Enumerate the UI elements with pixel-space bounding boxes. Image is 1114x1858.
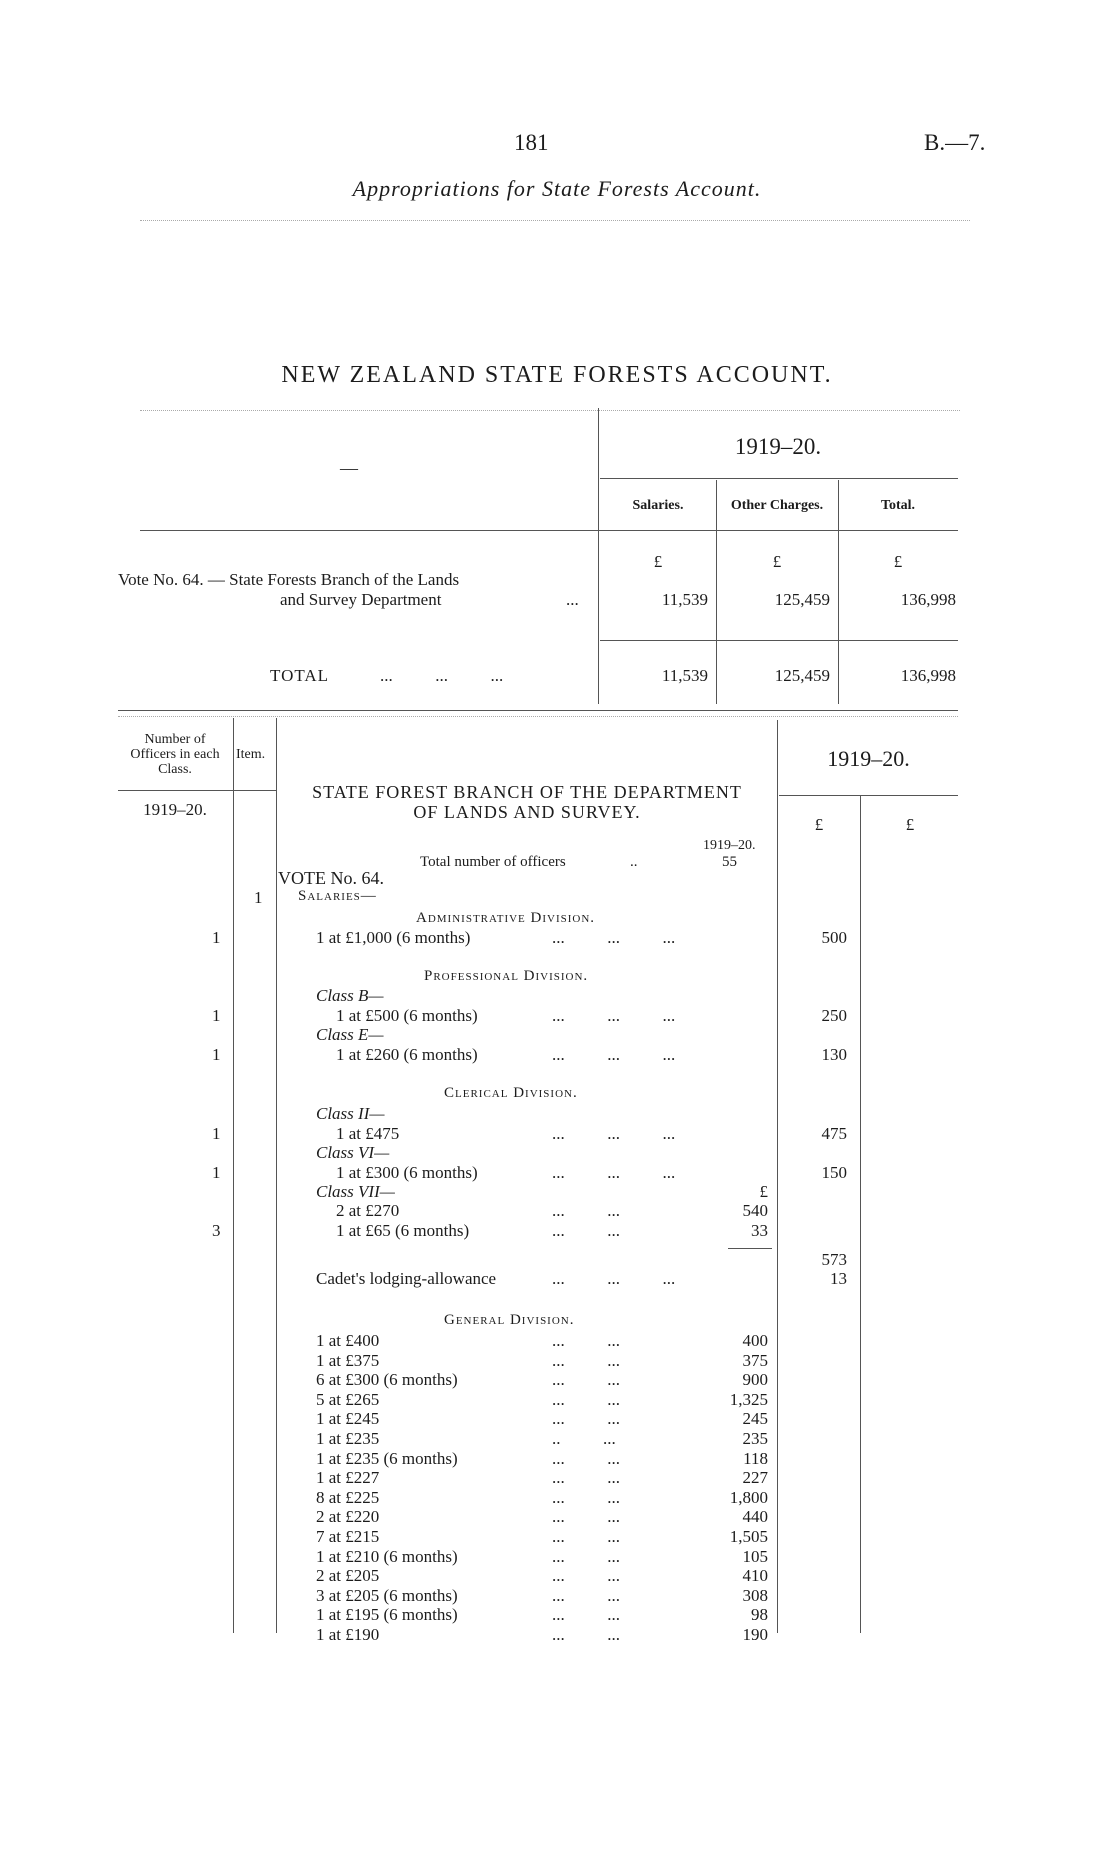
- pound-other: £: [772, 552, 782, 571]
- branch-title-line: OF LANDS AND SURVEY.: [413, 802, 641, 822]
- general-row-sub: 245: [742, 1409, 768, 1428]
- item-number: 1: [254, 888, 263, 907]
- general-row-desc: 6 at £300 (6 months): [316, 1370, 458, 1389]
- general-row-sub: 375: [742, 1351, 768, 1370]
- class-e-label: Class E—: [316, 1025, 384, 1044]
- col-header-salaries: Salaries.: [632, 498, 684, 513]
- general-row-desc: 5 at £265: [316, 1390, 380, 1409]
- prof-b-desc: 1 at £500 (6 months): [336, 1006, 478, 1025]
- cler-vi-count: 1: [212, 1163, 221, 1182]
- vote-salaries: 11,539: [661, 590, 708, 609]
- general-row-dots: ... ...: [552, 1390, 620, 1409]
- cler-ii-amount: 475: [821, 1124, 847, 1143]
- general-row-desc: 1 at £190: [316, 1625, 380, 1644]
- class-vii-pound: £: [759, 1182, 768, 1201]
- pound-total: £: [893, 552, 903, 571]
- cadet-desc: Cadet's lodging-allowance: [316, 1269, 497, 1288]
- detail-col-amount-divider: [860, 796, 861, 1633]
- officers-total-label: Total number of officers: [420, 854, 566, 870]
- general-row-dots: ... ...: [552, 1605, 620, 1624]
- general-row-desc: 1 at £227: [316, 1468, 380, 1487]
- vii-row-dots: ... ...: [552, 1221, 620, 1240]
- general-row-dots: ... ...: [552, 1331, 620, 1350]
- prof-e-desc: 1 at £260 (6 months): [336, 1045, 478, 1064]
- general-row-sub: 400: [742, 1331, 768, 1350]
- general-row-sub: 190: [742, 1625, 768, 1644]
- cler-vi-amount: 150: [821, 1163, 847, 1182]
- stub-dash: —: [340, 458, 358, 478]
- prof-division-heading: Professional Division.: [424, 968, 589, 984]
- general-row-desc: 1 at £235: [316, 1429, 380, 1448]
- detail-year-heading: 1919–20.: [827, 746, 910, 771]
- officers-total-value: 55: [722, 854, 737, 870]
- class-vii-label: Class VII—: [316, 1182, 395, 1201]
- cler-vi-dots: ... ... ...: [552, 1163, 676, 1182]
- admin-count: 1: [212, 928, 221, 947]
- officers-head-line: Number of: [144, 732, 206, 747]
- general-row-desc: 1 at £375: [316, 1351, 380, 1370]
- officers-total-year: 1919–20.: [703, 838, 756, 853]
- year-head-rule: [779, 795, 958, 796]
- cler-ii-desc: 1 at £475: [336, 1124, 400, 1143]
- general-row-sub: 1,800: [729, 1488, 768, 1507]
- total-label: TOTAL: [270, 666, 330, 685]
- general-row-dots: ... ...: [552, 1527, 620, 1546]
- general-row-dots: ... ...: [552, 1409, 620, 1428]
- admin-dots: ... ... ...: [552, 928, 676, 947]
- prof-b-dots: ... ... ...: [552, 1006, 676, 1025]
- general-row-sub: 900: [742, 1370, 768, 1389]
- officers-total-dots: ..: [630, 854, 638, 870]
- detail-col-desc-divider: [777, 720, 778, 1633]
- general-row-dots: ... ...: [552, 1586, 620, 1605]
- item-column-header: Item.: [236, 747, 266, 762]
- summary-year-heading: 1919–20.: [734, 434, 822, 459]
- pound-sub: £: [814, 815, 824, 834]
- vii-total: 573: [821, 1250, 847, 1269]
- branch-title: [280, 782, 774, 822]
- col-header-total: Total.: [880, 498, 916, 513]
- officers-head-line: Officers in each: [130, 747, 220, 762]
- total-salaries: 11,539: [661, 666, 708, 685]
- vote-dots: ...: [566, 590, 579, 609]
- general-row-sub: 1,325: [729, 1390, 768, 1409]
- cler-ii-count: 1: [212, 1124, 221, 1143]
- general-row-dots: ... ...: [552, 1625, 620, 1644]
- general-row-sub: 1,505: [729, 1527, 768, 1546]
- prof-b-count: 1: [212, 1006, 221, 1025]
- vote-description-line1: Vote No. 64. — State Forests Branch of the Lands: [118, 570, 460, 589]
- vii-subtotal-rule: [728, 1248, 772, 1249]
- officers-year: 1919–20.: [143, 800, 207, 819]
- general-row-desc: 8 at £225: [316, 1488, 380, 1507]
- general-row-dots: ... ...: [552, 1449, 620, 1468]
- prof-e-amount: 130: [821, 1045, 847, 1064]
- general-row-dots: ... ...: [552, 1507, 620, 1526]
- general-row-desc: 7 at £215: [316, 1527, 380, 1546]
- vii-row-sub: 540: [742, 1201, 768, 1220]
- admin-desc: 1 at £1,000 (6 months): [316, 928, 471, 947]
- vote-description-line2: and Survey Department: [280, 590, 442, 609]
- admin-amount: 500: [821, 928, 847, 947]
- general-row-sub: 105: [742, 1547, 768, 1566]
- officers-column-header: [118, 732, 232, 777]
- general-row-desc: 3 at £205 (6 months): [316, 1586, 458, 1605]
- general-row-desc: 1 at £245: [316, 1409, 380, 1428]
- cler-vi-desc: 1 at £300 (6 months): [336, 1163, 478, 1182]
- salaries-heading: Salaries—: [298, 888, 377, 904]
- vii-row-dots: ... ...: [552, 1201, 620, 1220]
- general-row-sub: 227: [742, 1468, 768, 1487]
- gen-division-heading: General Division.: [444, 1312, 575, 1328]
- general-row-dots: .. ...: [552, 1429, 616, 1448]
- subtitle-rule: [140, 220, 970, 221]
- general-row-desc: 1 at £210 (6 months): [316, 1547, 458, 1566]
- vote-total: 136,998: [900, 590, 956, 609]
- total-rule: [600, 640, 958, 641]
- prof-e-count: 1: [212, 1045, 221, 1064]
- general-row-desc: 1 at £400: [316, 1331, 380, 1350]
- general-row-sub: 235: [742, 1429, 768, 1448]
- pound-salaries: £: [653, 552, 663, 571]
- prof-b-amount: 250: [821, 1006, 847, 1025]
- general-row-dots: ... ...: [552, 1468, 620, 1487]
- detail-col-officers-divider: [233, 718, 234, 1633]
- summary-header-rule: [140, 530, 958, 531]
- total-dots: ... ... ...: [380, 666, 504, 685]
- document-reference: B.—7.: [924, 130, 986, 155]
- class-ii-label: Class II—: [316, 1104, 385, 1123]
- prof-e-dots: ... ... ...: [552, 1045, 676, 1064]
- general-row-dots: ... ...: [552, 1566, 620, 1585]
- branch-title-line: STATE FOREST BRANCH OF THE DEPARTMENT: [312, 782, 742, 802]
- general-row-sub: 410: [742, 1566, 768, 1585]
- general-row-dots: ... ...: [552, 1488, 620, 1507]
- general-row-sub: 308: [742, 1586, 768, 1605]
- year-rule: [600, 478, 958, 479]
- vii-row-sub: 33: [751, 1221, 768, 1240]
- vote-number: VOTE No. 64.: [278, 868, 384, 888]
- page-number: 181: [514, 130, 549, 155]
- general-row-desc: 1 at £195 (6 months): [316, 1605, 458, 1624]
- vii-row-desc: 1 at £65 (6 months): [336, 1221, 470, 1240]
- officers-head-line: Class.: [158, 762, 192, 777]
- summary-bottom-rule: [118, 710, 958, 711]
- general-row-sub: 118: [743, 1449, 768, 1468]
- vote-other-charges: 125,459: [774, 590, 830, 609]
- col-header-other-charges: Other Charges.: [730, 498, 824, 513]
- page-subtitle: Appropriations for State Forests Account.: [352, 176, 762, 201]
- officers-head-rule: [118, 790, 276, 791]
- cadet-dots: ... ... ...: [552, 1269, 676, 1288]
- class-vi-label: Class VI—: [316, 1143, 390, 1162]
- general-row-dots: ... ...: [552, 1547, 620, 1566]
- summary-top-rule: [140, 410, 960, 411]
- summary-bottom-rule-2: [118, 716, 958, 717]
- cadet-amount: 13: [830, 1269, 847, 1288]
- total-total: 136,998: [900, 666, 956, 685]
- cler-ii-dots: ... ... ...: [552, 1124, 676, 1143]
- general-row-desc: 1 at £235 (6 months): [316, 1449, 458, 1468]
- account-title: NEW ZEALAND STATE FORESTS ACCOUNT.: [281, 362, 833, 388]
- vii-row-desc: 2 at £270: [336, 1201, 400, 1220]
- class-b-label: Class B—: [316, 986, 384, 1005]
- cler-vii-count: 3: [212, 1221, 221, 1240]
- detail-col-item-divider: [276, 718, 277, 1633]
- general-row-desc: 2 at £205: [316, 1566, 380, 1585]
- general-row-sub: 98: [751, 1605, 768, 1624]
- general-row-desc: 2 at £220: [316, 1507, 380, 1526]
- admin-division-heading: Administrative Division.: [416, 910, 596, 926]
- total-other-charges: 125,459: [774, 666, 830, 685]
- cler-division-heading: Clerical Division.: [444, 1085, 578, 1101]
- pound-total-col: £: [905, 815, 915, 834]
- general-row-sub: 440: [742, 1507, 768, 1526]
- general-row-dots: ... ...: [552, 1370, 620, 1389]
- general-row-dots: ... ...: [552, 1351, 620, 1370]
